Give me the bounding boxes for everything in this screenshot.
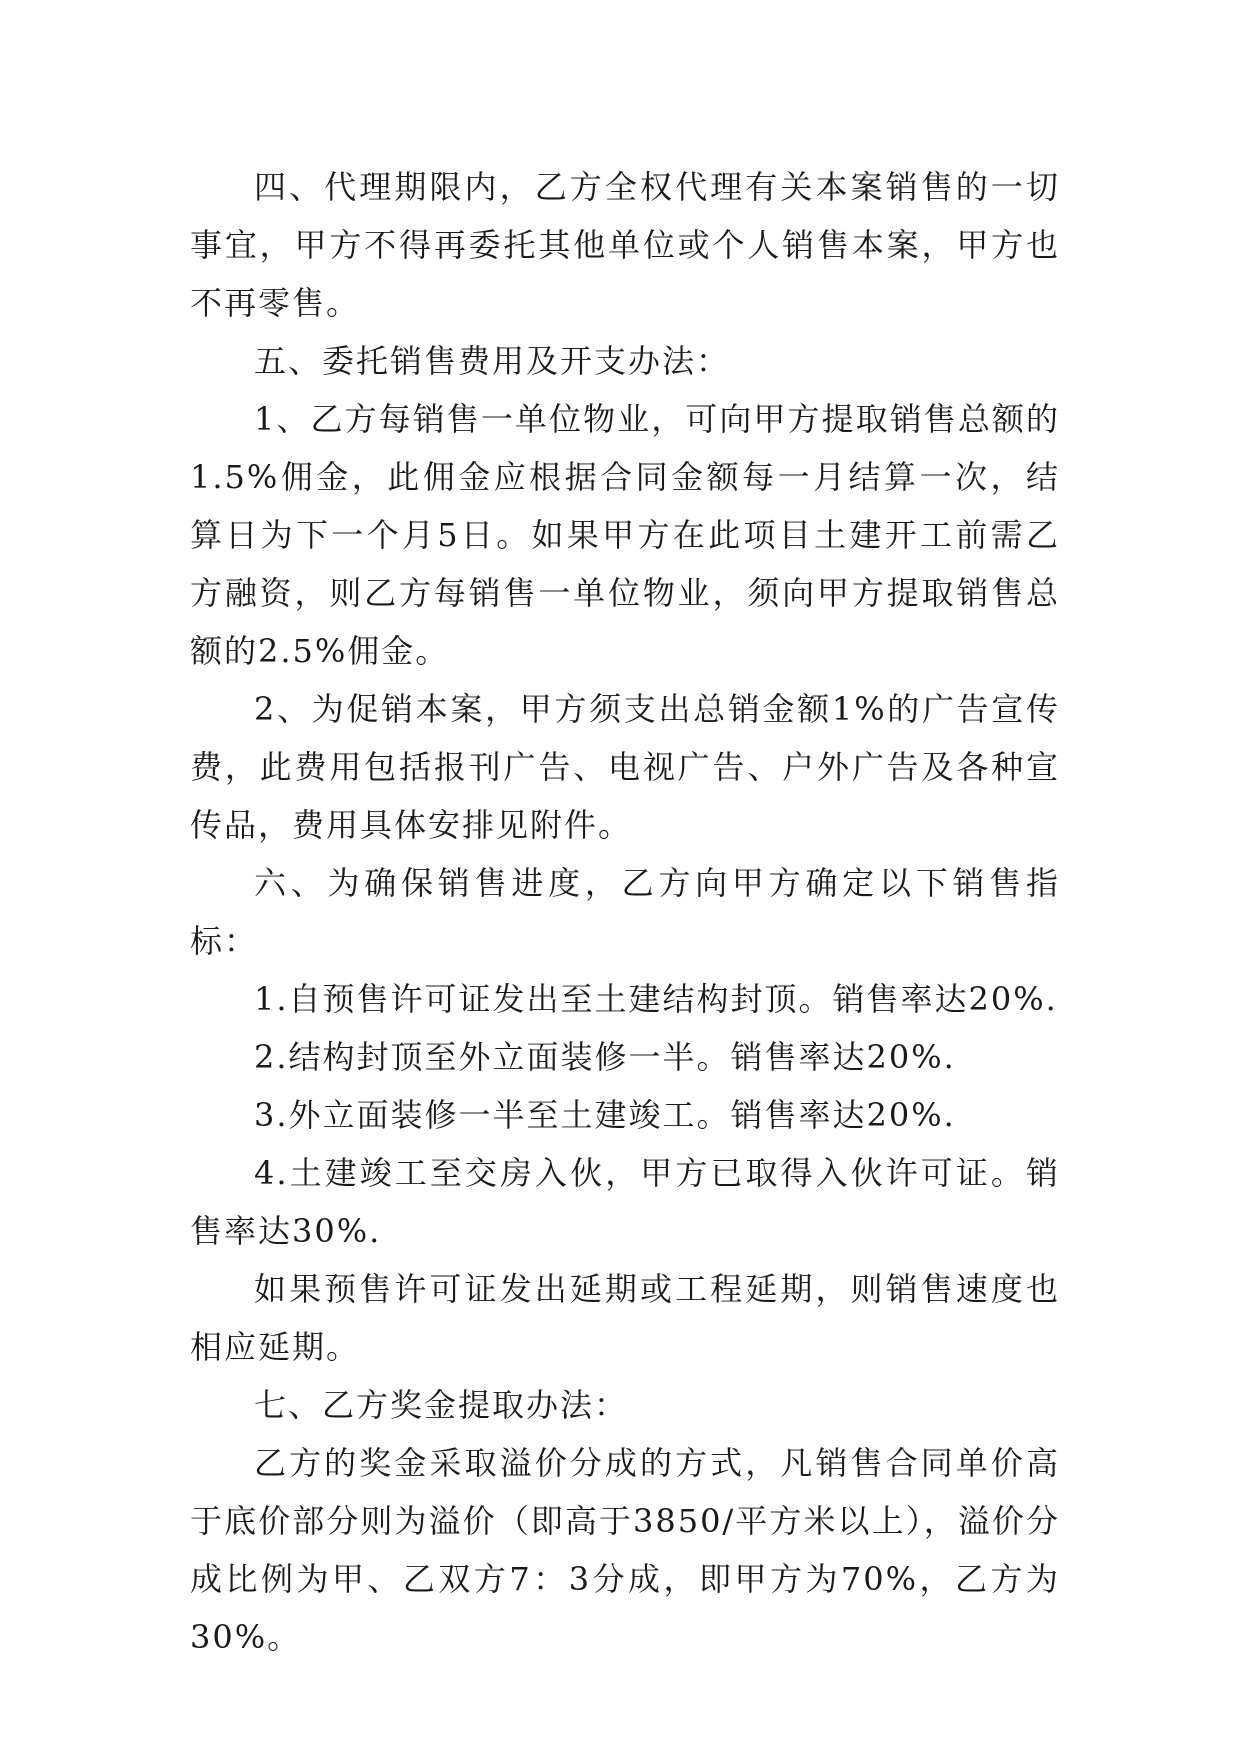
paragraph-fees-heading: 五、委托销售费用及开支办法： bbox=[254, 342, 731, 380]
paragraph-advertising: 2、为促销本案，甲方须支出总销金额1%的广告宣传费，此费用包括报刊广告、电视广告、户外广告及各种宣传品，费用具体安排见附件。 bbox=[190, 690, 1060, 844]
paragraph-target-1: 1.自预售许可证发出至土建结构封顶。销售率达20%. bbox=[254, 980, 1058, 1018]
paragraph-delay-clause: 如果预售许可证发出延期或工程延期，则销售速度也相应延期。 bbox=[190, 1270, 1060, 1366]
paragraph-target-2: 2.结构封顶至外立面装修一半。销售率达20%. bbox=[254, 1038, 956, 1076]
paragraph-agency-term: 四、代理期限内，乙方全权代理有关本案销售的一切事宜，甲方不得再委托其他单位或个人销售本案，甲方也不再零售。 bbox=[190, 168, 1060, 322]
paragraph-target-3: 3.外立面装修一半至土建竣工。销售率达20%. bbox=[254, 1096, 956, 1134]
paragraph-bonus-method: 乙方的奖金采取溢价分成的方式，凡销售合同单价高于底价部分则为溢价（即高于3850/平方米以上），溢价分成比例为甲、乙双方7：3分成，即甲方为70%，乙方为30%。 bbox=[190, 1444, 1060, 1656]
paragraph-target-4: 4.土建竣工至交房入伙，甲方已取得入伙许可证。销售率达30%. bbox=[190, 1154, 1060, 1250]
paragraph-bonus-heading: 七、乙方奖金提取办法： bbox=[254, 1386, 629, 1424]
paragraph-commission: 1、乙方每销售一单位物业，可向甲方提取销售总额的1.5%佣金，此佣金应根据合同金额每一月结算一次，结算日为下一个月5日。如果甲方在此项目土建开工前需乙方融资，则乙方每销售一单位物业，须向甲方提取销售总额的2.5%佣金。 bbox=[190, 400, 1060, 670]
paragraph-targets-heading: 六、为确保销售进度，乙方向甲方确定以下销售指标： bbox=[190, 864, 1060, 960]
document-body bbox=[190, 158, 1060, 1666]
